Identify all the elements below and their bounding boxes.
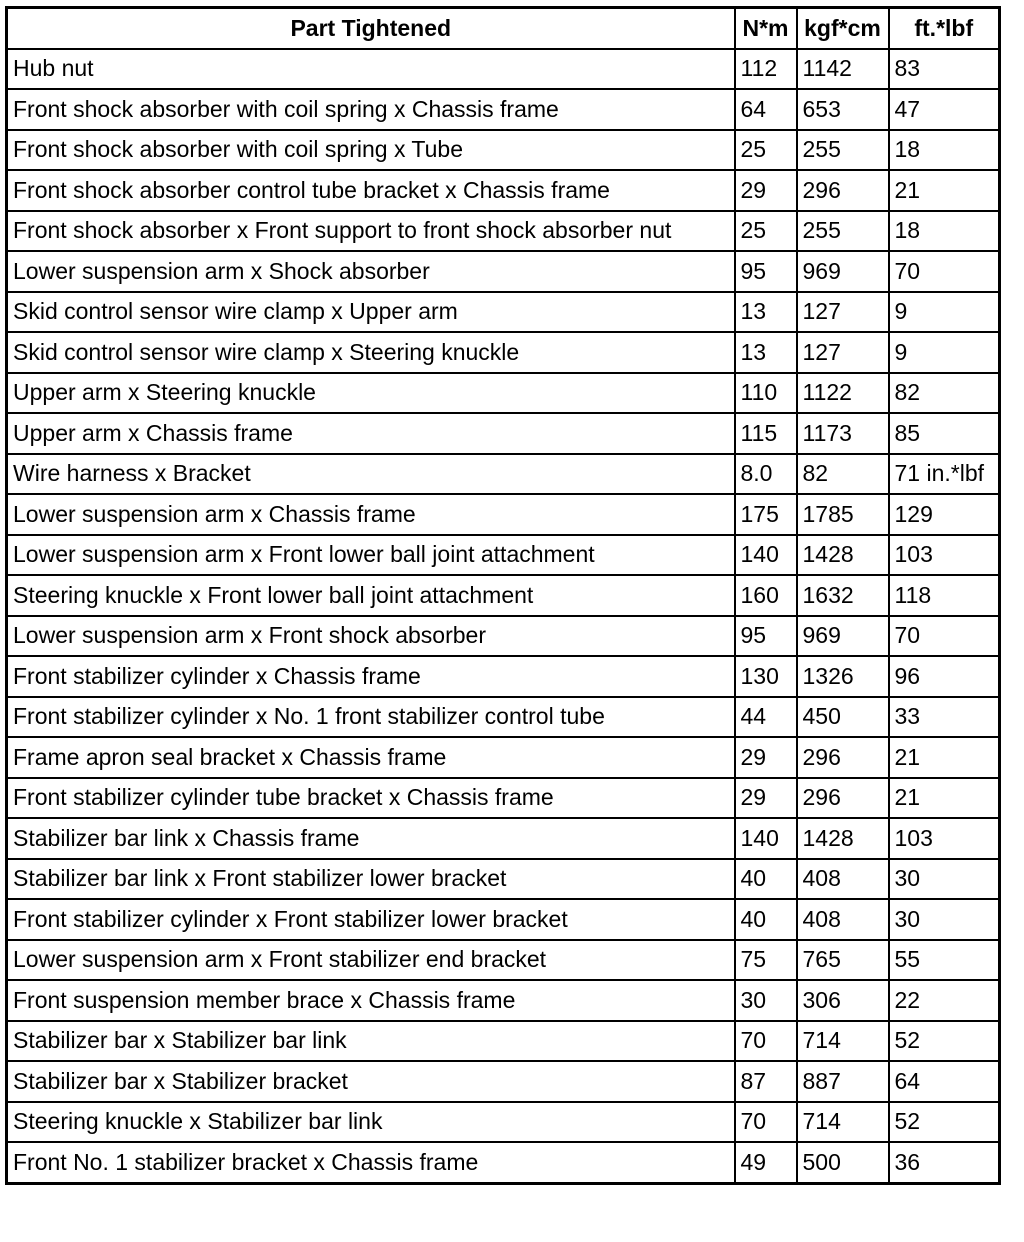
cell-ft-lbf: 103 (889, 535, 1000, 576)
table-row (7, 656, 1000, 697)
table-row (7, 89, 1000, 130)
cell-part-tightened: Front shock absorber with coil spring x Chassis frame (7, 89, 735, 130)
cell-ft-lbf: 96 (889, 656, 1000, 697)
cell-nm: 29 (735, 170, 797, 211)
cell-kgf-cm: 1326 (797, 656, 889, 697)
cell-nm: 70 (735, 1021, 797, 1062)
cell-nm: 8.0 (735, 454, 797, 495)
cell-part-tightened: Front stabilizer cylinder tube bracket x Chassis frame (7, 778, 735, 819)
cell-ft-lbf: 9 (889, 332, 1000, 373)
cell-kgf-cm: 969 (797, 251, 889, 292)
cell-ft-lbf: 21 (889, 737, 1000, 778)
cell-kgf-cm: 255 (797, 130, 889, 171)
cell-kgf-cm: 1428 (797, 818, 889, 859)
cell-nm: 64 (735, 89, 797, 130)
header-row (7, 8, 1000, 49)
cell-kgf-cm: 255 (797, 211, 889, 252)
cell-nm: 140 (735, 818, 797, 859)
cell-nm: 25 (735, 130, 797, 171)
table-row (7, 373, 1000, 414)
cell-kgf-cm: 82 (797, 454, 889, 495)
cell-part-tightened: Skid control sensor wire clamp x Upper arm (7, 292, 735, 333)
cell-nm: 30 (735, 980, 797, 1021)
table-row (7, 697, 1000, 738)
cell-kgf-cm: 714 (797, 1021, 889, 1062)
cell-nm: 130 (735, 656, 797, 697)
torque-specification-table (5, 6, 1001, 1185)
cell-ft-lbf: 103 (889, 818, 1000, 859)
cell-ft-lbf: 55 (889, 940, 1000, 981)
cell-kgf-cm: 1428 (797, 535, 889, 576)
cell-ft-lbf: 52 (889, 1102, 1000, 1143)
cell-part-tightened: Stabilizer bar x Stabilizer bracket (7, 1061, 735, 1102)
cell-kgf-cm: 969 (797, 616, 889, 657)
cell-nm: 175 (735, 494, 797, 535)
cell-kgf-cm: 714 (797, 1102, 889, 1143)
header-part-tightened: Part Tightened (7, 8, 735, 49)
cell-kgf-cm: 887 (797, 1061, 889, 1102)
cell-kgf-cm: 1173 (797, 413, 889, 454)
table-row (7, 1102, 1000, 1143)
cell-nm: 112 (735, 49, 797, 90)
cell-part-tightened: Stabilizer bar link x Front stabilizer lower bracket (7, 859, 735, 900)
cell-kgf-cm: 408 (797, 899, 889, 940)
cell-nm: 25 (735, 211, 797, 252)
cell-nm: 70 (735, 1102, 797, 1143)
cell-nm: 13 (735, 332, 797, 373)
cell-nm: 40 (735, 899, 797, 940)
table-row (7, 616, 1000, 657)
table-row (7, 49, 1000, 90)
cell-kgf-cm: 296 (797, 737, 889, 778)
cell-kgf-cm: 1785 (797, 494, 889, 535)
cell-part-tightened: Frame apron seal bracket x Chassis frame (7, 737, 735, 778)
cell-ft-lbf: 18 (889, 130, 1000, 171)
table-row (7, 575, 1000, 616)
cell-part-tightened: Upper arm x Steering knuckle (7, 373, 735, 414)
cell-ft-lbf: 33 (889, 697, 1000, 738)
cell-part-tightened: Steering knuckle x Stabilizer bar link (7, 1102, 735, 1143)
cell-part-tightened: Steering knuckle x Front lower ball joint attachment (7, 575, 735, 616)
cell-ft-lbf: 18 (889, 211, 1000, 252)
table-row (7, 130, 1000, 171)
cell-nm: 75 (735, 940, 797, 981)
cell-kgf-cm: 408 (797, 859, 889, 900)
cell-part-tightened: Stabilizer bar x Stabilizer bar link (7, 1021, 735, 1062)
cell-kgf-cm: 500 (797, 1142, 889, 1183)
cell-part-tightened: Front stabilizer cylinder x No. 1 front stabilizer control tube (7, 697, 735, 738)
table-row (7, 211, 1000, 252)
cell-kgf-cm: 296 (797, 778, 889, 819)
cell-part-tightened: Front suspension member brace x Chassis frame (7, 980, 735, 1021)
cell-nm: 49 (735, 1142, 797, 1183)
cell-kgf-cm: 450 (797, 697, 889, 738)
table-row (7, 1021, 1000, 1062)
cell-ft-lbf: 30 (889, 899, 1000, 940)
cell-nm: 160 (735, 575, 797, 616)
cell-ft-lbf: 83 (889, 49, 1000, 90)
table-row (7, 940, 1000, 981)
cell-part-tightened: Skid control sensor wire clamp x Steering knuckle (7, 332, 735, 373)
table-row (7, 292, 1000, 333)
header-ft-lbf: ft.*lbf (889, 8, 1000, 49)
cell-nm: 140 (735, 535, 797, 576)
cell-ft-lbf: 22 (889, 980, 1000, 1021)
header-kgf-cm: kgf*cm (797, 8, 889, 49)
table-row (7, 737, 1000, 778)
cell-ft-lbf: 64 (889, 1061, 1000, 1102)
cell-part-tightened: Lower suspension arm x Front lower ball joint attachment (7, 535, 735, 576)
cell-part-tightened: Front shock absorber with coil spring x Tube (7, 130, 735, 171)
table-row (7, 1142, 1000, 1183)
cell-ft-lbf: 9 (889, 292, 1000, 333)
cell-part-tightened: Front shock absorber x Front support to front shock absorber nut (7, 211, 735, 252)
cell-part-tightened: Lower suspension arm x Front shock absorber (7, 616, 735, 657)
cell-kgf-cm: 1632 (797, 575, 889, 616)
cell-nm: 13 (735, 292, 797, 333)
table-row (7, 1061, 1000, 1102)
table-row (7, 778, 1000, 819)
table-row (7, 170, 1000, 211)
cell-ft-lbf: 82 (889, 373, 1000, 414)
cell-ft-lbf: 118 (889, 575, 1000, 616)
cell-nm: 87 (735, 1061, 797, 1102)
table-row (7, 494, 1000, 535)
cell-ft-lbf: 71 in.*lbf (889, 454, 1000, 495)
cell-ft-lbf: 70 (889, 251, 1000, 292)
cell-part-tightened: Hub nut (7, 49, 735, 90)
cell-nm: 40 (735, 859, 797, 900)
cell-kgf-cm: 1142 (797, 49, 889, 90)
cell-nm: 44 (735, 697, 797, 738)
table-row (7, 859, 1000, 900)
cell-part-tightened: Front stabilizer cylinder x Front stabilizer lower bracket (7, 899, 735, 940)
cell-kgf-cm: 127 (797, 292, 889, 333)
table-row (7, 251, 1000, 292)
cell-part-tightened: Lower suspension arm x Front stabilizer end bracket (7, 940, 735, 981)
header-nm: N*m (735, 8, 797, 49)
cell-nm: 110 (735, 373, 797, 414)
cell-ft-lbf: 129 (889, 494, 1000, 535)
cell-part-tightened: Lower suspension arm x Shock absorber (7, 251, 735, 292)
cell-part-tightened: Front stabilizer cylinder x Chassis frame (7, 656, 735, 697)
table-row (7, 980, 1000, 1021)
cell-ft-lbf: 47 (889, 89, 1000, 130)
cell-kgf-cm: 127 (797, 332, 889, 373)
cell-part-tightened: Stabilizer bar link x Chassis frame (7, 818, 735, 859)
cell-part-tightened: Front shock absorber control tube bracket x Chassis frame (7, 170, 735, 211)
cell-nm: 95 (735, 616, 797, 657)
cell-kgf-cm: 296 (797, 170, 889, 211)
cell-ft-lbf: 36 (889, 1142, 1000, 1183)
cell-kgf-cm: 653 (797, 89, 889, 130)
cell-nm: 95 (735, 251, 797, 292)
cell-kgf-cm: 306 (797, 980, 889, 1021)
cell-part-tightened: Upper arm x Chassis frame (7, 413, 735, 454)
cell-ft-lbf: 85 (889, 413, 1000, 454)
cell-kgf-cm: 1122 (797, 373, 889, 414)
table-row (7, 535, 1000, 576)
cell-nm: 29 (735, 737, 797, 778)
cell-part-tightened: Front No. 1 stabilizer bracket x Chassis frame (7, 1142, 735, 1183)
cell-ft-lbf: 70 (889, 616, 1000, 657)
cell-ft-lbf: 52 (889, 1021, 1000, 1062)
table-row (7, 454, 1000, 495)
table-body (7, 49, 1000, 1184)
cell-part-tightened: Lower suspension arm x Chassis frame (7, 494, 735, 535)
table-row (7, 332, 1000, 373)
cell-nm: 29 (735, 778, 797, 819)
table-row (7, 413, 1000, 454)
cell-nm: 115 (735, 413, 797, 454)
table-row (7, 899, 1000, 940)
cell-ft-lbf: 21 (889, 778, 1000, 819)
cell-part-tightened: Wire harness x Bracket (7, 454, 735, 495)
cell-ft-lbf: 21 (889, 170, 1000, 211)
cell-kgf-cm: 765 (797, 940, 889, 981)
cell-ft-lbf: 30 (889, 859, 1000, 900)
table-row (7, 818, 1000, 859)
